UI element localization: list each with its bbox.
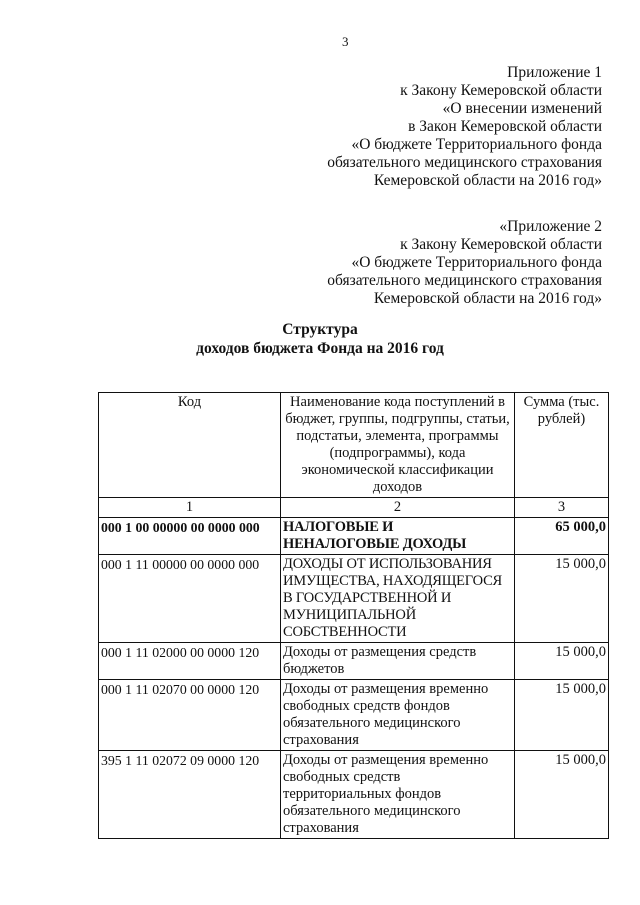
row-code: 000 1 00 00000 00 0000 000 [99, 518, 281, 555]
row-name: Доходы от размещения временно свободных средств фондов обязательного медицинского страхования [281, 680, 515, 751]
header-sum: Сумма (тыс. рублей) [515, 393, 609, 498]
table-header-row [99, 393, 609, 498]
row-name: Доходы от размещения временно свободных средств территориальных фондов обязательного медицинского страхования [281, 751, 515, 839]
table-row [99, 680, 609, 751]
appendix-1-line: Кемеровской области на 2016 год» [373, 172, 602, 189]
column-number: 1 [99, 498, 281, 518]
row-name: ДОХОДЫ ОТ ИСПОЛЬЗОВАНИЯ ИМУЩЕСТВА, НАХОДЯЩЕГОСЯ В ГОСУДАРСТВЕННОЙ И МУНИЦИПАЛЬНОЙ СОБСТВЕННОСТИ [281, 555, 515, 643]
row-code: 000 1 11 02000 00 0000 120 [99, 643, 281, 680]
row-code: 000 1 11 02070 00 0000 120 [99, 680, 281, 751]
column-number: 3 [515, 498, 609, 518]
appendix-2-line: «Приложение 2 [499, 218, 602, 235]
appendix-2-header [327, 218, 602, 308]
appendix-1-line: обязательного медицинского страхования [327, 154, 602, 171]
table-row [99, 555, 609, 643]
column-numbers-row [99, 498, 609, 518]
row-sum: 15 000,0 [515, 751, 609, 839]
row-code: 000 1 11 00000 00 0000 000 [99, 555, 281, 643]
row-sum: 15 000,0 [515, 643, 609, 680]
row-sum: 65 000,0 [515, 518, 609, 555]
document-title [0, 320, 640, 358]
appendix-1-line: к Закону Кемеровской области [400, 82, 602, 99]
row-sum: 15 000,0 [515, 680, 609, 751]
column-number: 2 [281, 498, 515, 518]
appendix-1-line: Приложение 1 [507, 64, 602, 81]
table-row [99, 643, 609, 680]
appendix-1-line: в Закон Кемеровской области [408, 118, 602, 135]
header-code: Код [99, 393, 281, 498]
title-line-2: доходов бюджета Фонда на 2016 год [196, 340, 444, 357]
row-name: Доходы от размещения средств бюджетов [281, 643, 515, 680]
row-sum: 15 000,0 [515, 555, 609, 643]
row-code: 395 1 11 02072 09 0000 120 [99, 751, 281, 839]
appendix-2-line: «О бюджете Территориального фонда [351, 254, 602, 271]
revenue-structure-table [98, 392, 609, 839]
row-name: НАЛОГОВЫЕ И НЕНАЛОГОВЫЕ ДОХОДЫ [281, 518, 515, 555]
table-row [99, 518, 609, 555]
appendix-2-line: Кемеровской области на 2016 год» [373, 290, 602, 307]
appendix-1-line: «О бюджете Территориального фонда [351, 136, 602, 153]
page-number: 3 [342, 34, 349, 49]
appendix-2-line: обязательного медицинского страхования [327, 272, 602, 289]
header-name: Наименование кода поступлений в бюджет, группы, подгруппы, статьи, подстатьи, элемента, программы (подпрограммы), кода экономической классификации доходов [281, 393, 515, 498]
title-line-1: Структура [282, 321, 358, 338]
table-row [99, 751, 609, 839]
appendix-1-line: «О внесении изменений [442, 100, 602, 117]
appendix-2-line: к Закону Кемеровской области [400, 236, 602, 253]
appendix-1-header [327, 64, 602, 190]
